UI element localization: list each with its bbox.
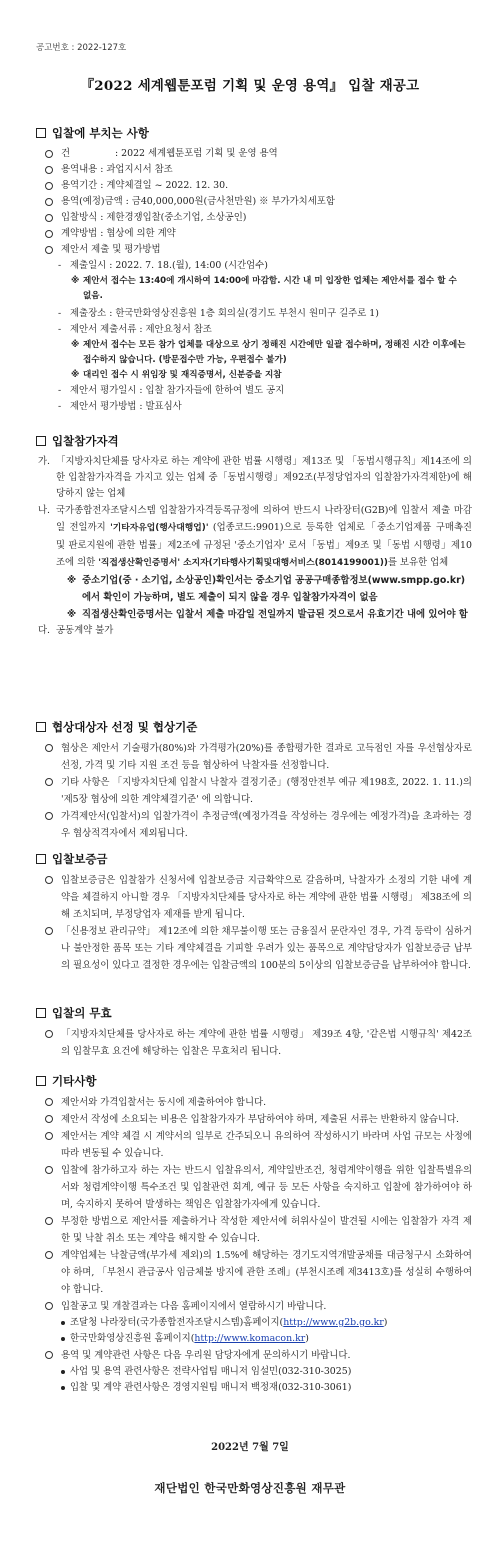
section-title: 입찰의 무효 [36,1004,476,1022]
list-item: 제안서는 계약 체결 시 계약서의 일부로 간주되오니 유의하여 작성하시기 바라며 사업 규모는 사정에 따라 변동될 수 있습니다. [36,1128,476,1162]
square-icon [36,436,46,446]
circle-bullet-icon [45,812,53,820]
document-title: 『2022 세계웹툰포럼 기획 및 운영 용역』 입찰 재공고 [80,78,420,94]
sub-item: - 제안서 제출서류 : 제안요청서 참조 [58,324,212,335]
note: ※ 제안서 접수는 13:40에 개시하여 14:00에 마감함. 시간 내 미 입장한 업체는 제안서를 접수 할 수 없음. [71,276,457,301]
list-item: 나. 국가종합전자조달시스템 입찰참가자격등록규정에 의하여 반드시 나라장터(G2B)에 입찰서 제출 마감일 전일까지 '기타자유업(행사대행업)' (업종코드:9901)으로 등록한 업체로「중소기업제품 구매촉진 및 판로지원에 관한 법률」제2조에 규정된 '중소기업자' 로서「동법」제9조 및「동법 시행령」제10조에 의한 '직접생산확인증명서' 소지자(기타행사기획및대행서비스(8014199001))를 보유한 업체 [38,505,472,568]
circle-bullet-icon [45,1098,53,1106]
contact-item: 사업 및 용역 관련사항은 전략사업팀 매니저 임설민(032-310-3025) [36,1364,476,1380]
circle-bullet-icon [45,214,53,222]
list-item: 입찰공고 및 개찰결과는 다음 홈페이지에서 열람하시기 바랍니다. [36,1298,476,1315]
note: ※ 제안서 접수는 모든 참가 업체를 대상으로 상기 정해진 시간에만 일괄 접수하며, 정해진 시간 이후에는 접수하지 않습니다. (방문접수만 가능, 우편접수 불가) [71,340,466,365]
bullet-dot-icon [61,1370,65,1374]
square-icon [36,1008,46,1018]
g2b-link[interactable]: http://www.g2b.go.kr [283,1317,384,1328]
list-item: 기타 사항은 「지방자치단체 입찰시 낙찰자 결정기준」(행정안전부 예규 제198호, 2022. 1. 11.)의 '제5장 협상에 의한 계약체결기준' 에 의합니다. [36,774,476,808]
list-item: 제안서와 가격입찰서는 동시에 제출하여야 합니다. [36,1094,476,1111]
contact-item: 입찰 및 계약 관련사항은 경영지원팀 매니저 백정재(032-310-3061) [36,1380,476,1396]
square-icon [36,128,46,138]
circle-bullet-icon [45,1351,53,1359]
list-item: 계약방법 : 협상에 의한 계약 [36,226,476,242]
circle-bullet-icon [45,744,53,752]
list-item: 입찰보증금은 입찰참가 신청서에 입찰보증금 지급확약으로 갈음하며, 낙찰자가 소정의 기한 내에 계약을 체결하지 아니할 경우 「지방자치단체를 당사자로 하는 계약에 관한 법률 시행령」 제38조에 의해 조치되며, 부정당업자 제재를 받게 됩니다. [36,872,476,923]
circle-bullet-icon [45,1132,53,1140]
asterisk-icon: ※ [71,370,80,380]
sub-item: - 제출일시 : 2022. 7. 18.(월), 14:00 (시간엄수) [58,260,268,271]
circle-bullet-icon [45,150,53,158]
link-item: 한국만화영상진흥원 홈페이지(http://www.komacon.kr) [36,1331,476,1347]
circle-bullet-icon [45,876,53,884]
section-deposit [36,850,476,974]
asterisk-icon: ※ [67,575,77,586]
sub-item: - 제안서 평가방법 : 발표심사 [58,401,182,412]
komacon-link[interactable]: http://www.komacon.kr [194,1333,306,1344]
circle-bullet-icon [45,230,53,238]
section-negotiation [36,718,476,842]
list-item: 건 : 2022 세계웹툰포럼 기획 및 운영 용역 [36,146,476,162]
circle-bullet-icon [45,198,53,206]
list-item: 용역 및 계약관련 사항은 다음 우리원 담당자에게 문의하시기 바랍니다. [36,1347,476,1364]
sub-item: - 제출장소 : 한국만화영상진흥원 1층 회의실(경기도 부천시 원미구 길주로 1) [58,308,379,319]
bullet-dot-icon [61,1321,65,1325]
square-icon [36,722,46,732]
sub-item: - 제안서 평가일시 : 입찰 참가자들에 한하여 별도 공지 [58,385,285,396]
section-bid-items [36,124,476,415]
link-item: 조달청 나라장터(국가종합전자조달시스템)홈페이지(http://www.g2b.go.kr) [36,1315,476,1331]
bullet-dot-icon [61,1386,65,1390]
list-item: 부정한 방법으로 제안서를 제출하거나 작성한 제안서에 허위사실이 발견될 시에는 입찰참가 자격 제한 및 낙찰 취소 또는 계약을 해지할 수 있습니다. [36,1213,476,1247]
note: ※ 직접생산확인증명서는 입찰서 제출 마감일 전일까지 발급된 것으로서 유효기간 내에 있어야 함 [36,606,476,623]
square-icon [36,854,46,864]
list-item: 입찰에 참가하고자 하는 자는 반드시 입찰유의서, 계약일반조건, 청렴계약이행을 위한 입찰특별유의서와 청렴계약이행 특수조건 및 입찰관련 회계, 예규 등 모든 사항을 숙지하고 입찰에 참가하여야 하며, 숙지하지 못하여 발생하는 책임은 입찰참가자에게 있습니다. [36,1162,476,1213]
note: ※ 중소기업(중 · 소기업, 소상공인)확인서는 중소기업 공공구매종합정보(www.smpp.go.kr)에서 확인이 가능하며, 별도 제출이 되지 않을 경우 입찰참가자격이 없음 [36,572,476,606]
circle-bullet-icon [45,182,53,190]
section-title: 입찰참가자격 [36,432,476,450]
circle-bullet-icon [45,927,53,935]
circle-bullet-icon [45,1217,53,1225]
list-item: 「신용정보 관리규약」 제12조에 의한 채무불이행 또는 금융질서 문란자인 경우, 가격 등락이 심하거나 불안정한 품목 또는 기타 계약체결을 기피할 우려가 있는 품목으로 계약담당자가 입찰보증금 납부의 필요성이 있다고 결정한 경우에는 입찰금액의 100분의 5이상의 입찰보증금을 납부하여야 합니다. [36,923,476,974]
circle-bullet-icon [45,1302,53,1310]
issuing-organization: 재단법인 한국만화영상진흥원 재무관 [154,1481,346,1495]
section-qualification [36,432,476,639]
list-item: 용역내용 : 과업지시서 참조 [36,162,476,178]
asterisk-icon: ※ [71,340,80,350]
circle-bullet-icon [45,1166,53,1174]
list-item: 제안서 제출 및 평가방법 [36,242,476,258]
bullet-dot-icon [61,1337,65,1341]
list-item: 「지방자치단체를 당사자로 하는 계약에 관한 법률 시행령」 제39조 4항, '같은법 시행규칙' 제42조의 입찰무효 요건에 해당하는 입찰은 무효처리 됩니다. [36,1026,476,1060]
section-title: 기타사항 [36,1072,476,1090]
list-item: 협상은 제안서 기술평가(80%)와 가격평가(20%)를 종합평가한 결과로 고득점인 자를 우선협상자로 선정, 가격 및 기타 지원 조건 등을 협상하여 낙찰자를 선정합니다. [36,740,476,774]
section-invalid [36,1004,476,1060]
list-item: 용역기간 : 계약체결일 ~ 2022. 12. 30. [36,178,476,194]
section-title: 협상대상자 선정 및 협상기준 [36,718,476,736]
asterisk-icon: ※ [71,276,80,286]
note: ※ 대리인 접수 시 위임장 및 재직증명서, 신분증을 지참 [36,368,476,383]
section-title: 입찰에 부치는 사항 [36,124,476,142]
asterisk-icon: ※ [67,609,77,620]
circle-bullet-icon [45,166,53,174]
list-item: 용역(예정)금액 : 금40,000,000원(금사천만원) ※ 부가가치세포함 [36,194,476,210]
notice-number: 공고번호 : 2022-127호 [36,43,127,53]
list-item: 가격제안서(입찰서)의 입찰가격이 추정금액(예정가격을 작성하는 경우에는 예정가격)을 초과하는 경우 협상적격자에서 제외됩니다. [36,808,476,842]
list-item: 계약업체는 낙찰금액(부가세 제외)의 1.5%에 해당하는 경기도지역개발공채를 대금청구시 소화하여야 하며, 「부천시 관급공사 임금체불 방지에 관한 조례」(부천시조례 제3413호)를 성실히 수행하여야 합니다. [36,1247,476,1298]
announcement-date: 2022년 7월 7일 [211,1442,289,1453]
list-item: 가. 「지방자치단체를 당사자로 하는 계약에 관한 법률 시행령」제13조 및 「동법시행규칙」제14조에 의한 입찰참가자격을 가지고 있는 업체 중「동법시행령」제92조(부정당업자의 입찰참가자격제한)에 해당하지 않는 업체 [38,456,472,499]
square-icon [36,1076,46,1086]
circle-bullet-icon [45,1115,53,1123]
circle-bullet-icon [45,1030,53,1038]
circle-bullet-icon [45,246,53,254]
section-others [36,1072,476,1396]
list-item: 입찰방식 : 제한경쟁입찰(중소기업, 소상공인) [36,210,476,226]
circle-bullet-icon [45,1251,53,1259]
section-title: 입찰보증금 [36,850,476,868]
list-item: 다. 공동계약 불가 [38,625,114,636]
circle-bullet-icon [45,778,53,786]
list-item: 제안서 작성에 소요되는 비용은 입찰참가자가 부담하여야 하며, 제출된 서류는 반환하지 않습니다. [36,1111,476,1128]
